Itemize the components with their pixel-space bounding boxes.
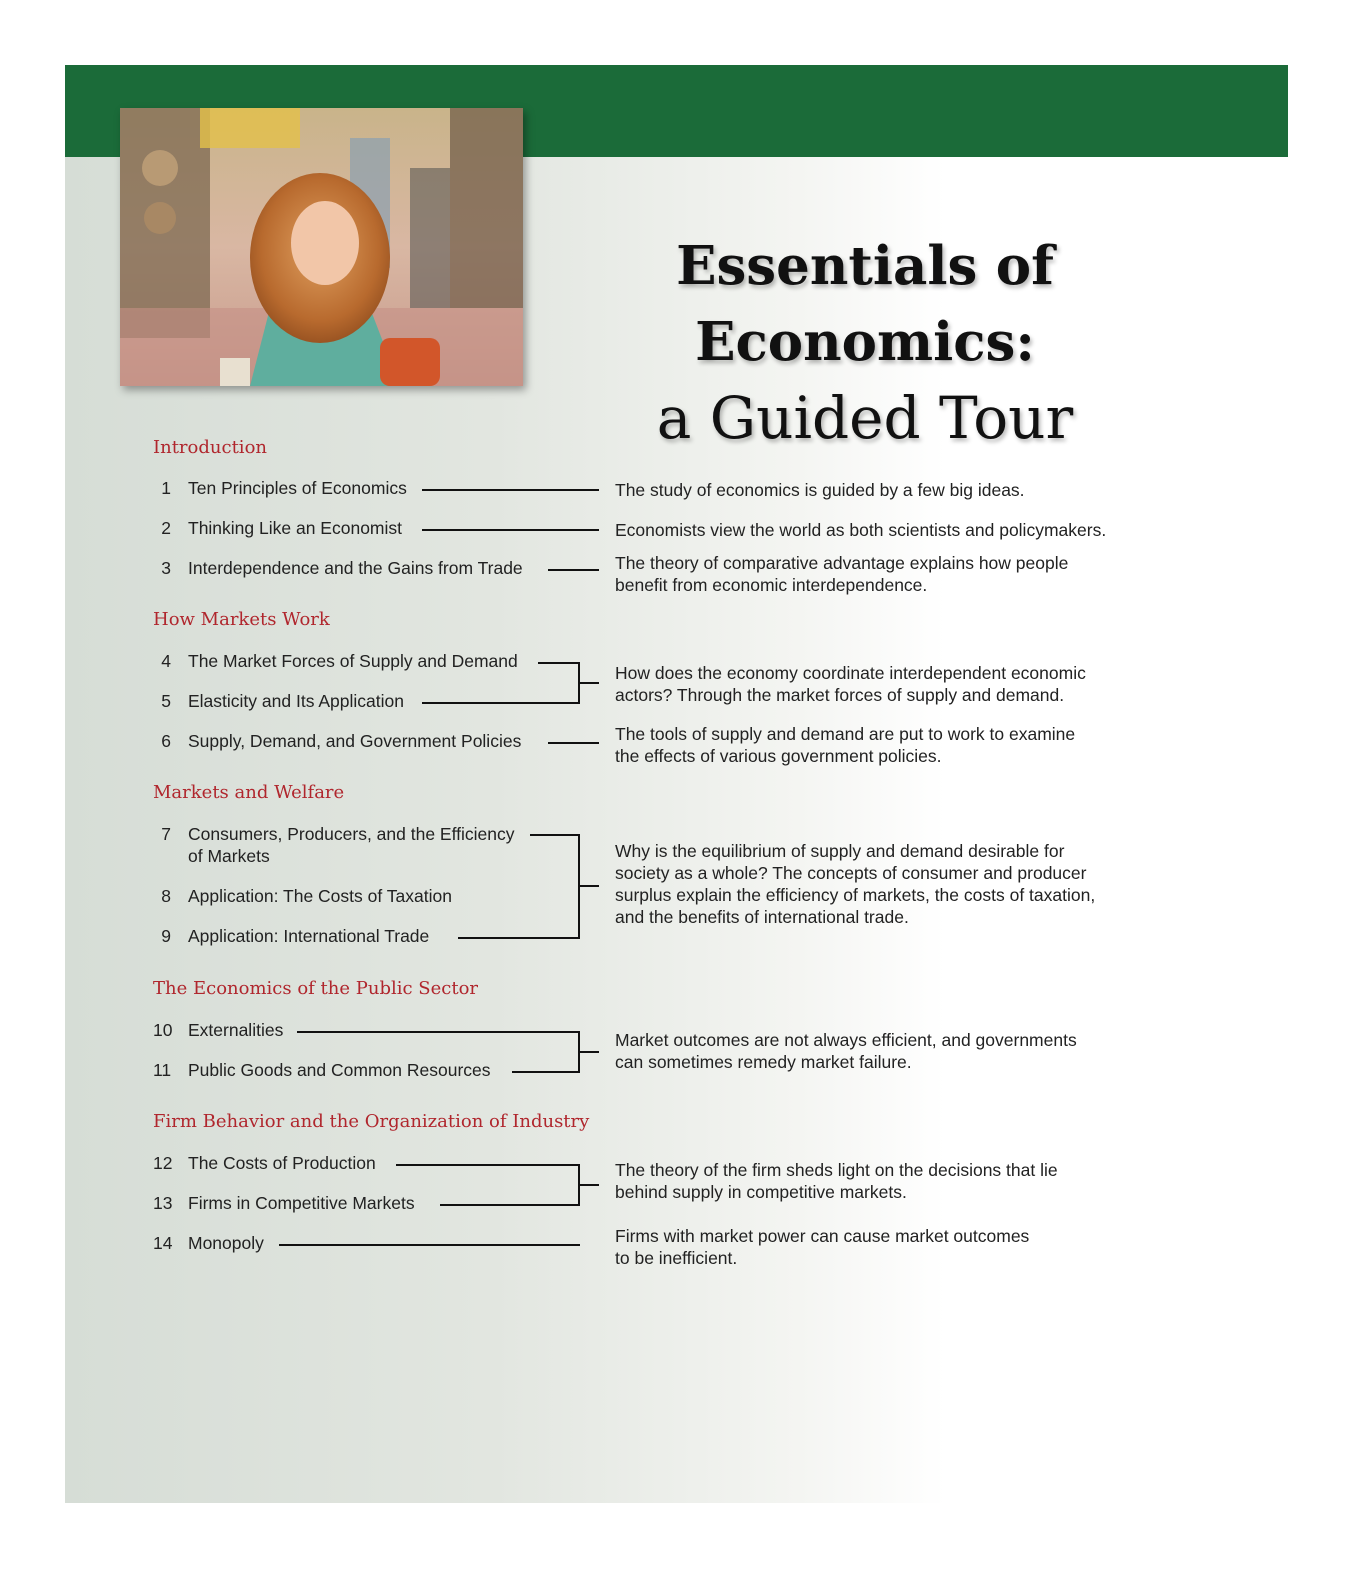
chapter-number: 2 (161, 518, 171, 538)
chapter-number: 10 (153, 1020, 173, 1040)
section-how-markets-work: How Markets Work (153, 609, 330, 630)
description-line: society as a whole? The concepts of consumer and producer (615, 863, 1087, 883)
chapter-number: 4 (161, 651, 171, 671)
description-ch7-9 (615, 840, 1095, 928)
chapter-title: Application: The Costs of Taxation (188, 886, 452, 906)
chapter-number: 1 (161, 478, 171, 498)
description-ch3 (615, 552, 1068, 596)
description-ch12-13 (615, 1159, 1058, 1203)
title-line-1: Essentials of Economics: (676, 235, 1054, 373)
description-line: behind supply in competitive markets. (615, 1182, 907, 1202)
chapter-number: 11 (153, 1060, 172, 1080)
chapter-title: Firms in Competitive Markets (188, 1193, 415, 1213)
description-ch1 (615, 479, 1025, 501)
chapter-title: Public Goods and Common Resources (188, 1060, 491, 1080)
chapter-number: 9 (161, 926, 171, 946)
description-line: How does the economy coordinate interdependent economic (615, 663, 1086, 683)
description-line: surplus explain the efficiency of markets, the costs of taxation, (615, 885, 1096, 905)
section-markets-and-welfare: Markets and Welfare (153, 782, 345, 803)
description-line: benefit from economic interdependence. (615, 575, 928, 595)
chapter-title: Monopoly (188, 1233, 264, 1253)
chapter-title-line-2: of Markets (188, 846, 270, 866)
chapter-number: 8 (161, 886, 171, 906)
description-line: can sometimes remedy market failure. (615, 1052, 912, 1072)
description-line: Economists view the world as both scientists and policymakers. (615, 520, 1107, 540)
chapter-title: The Costs of Production (188, 1153, 376, 1173)
chapter-title: Thinking Like an Economist (188, 518, 402, 538)
chapter-title: Interdependence and the Gains from Trade (188, 558, 523, 578)
chapter-title: Application: International Trade (188, 926, 430, 946)
description-ch4-5 (615, 662, 1086, 706)
description-line: Market outcomes are not always efficient, and governments (615, 1030, 1077, 1050)
chapter-number: 3 (161, 558, 171, 578)
description-line: Firms with market power can cause market outcomes (615, 1226, 1030, 1246)
description-line: and the benefits of international trade. (615, 907, 909, 927)
chapter-number: 6 (161, 731, 171, 751)
chapter-title: Ten Principles of Economics (188, 478, 407, 498)
description-line: Why is the equilibrium of supply and demand desirable for (615, 841, 1065, 861)
description-ch6 (615, 723, 1075, 767)
description-line: the effects of various government policies. (615, 746, 942, 766)
title-line-2: a Guided Tour (656, 384, 1074, 452)
description-line: The study of economics is guided by a few big ideas. (615, 480, 1025, 500)
chapter-title: Elasticity and Its Application (188, 691, 404, 711)
description-ch14 (615, 1225, 1029, 1269)
description-line: The theory of comparative advantage explains how people (615, 553, 1069, 573)
chapter-title: Externalities (188, 1020, 284, 1040)
chapter-number: 12 (153, 1153, 173, 1173)
description-ch2 (615, 519, 1106, 541)
description-line: The tools of supply and demand are put to work to examine (615, 724, 1076, 744)
chapter-number: 7 (161, 824, 171, 844)
chapter-number: 13 (153, 1193, 173, 1213)
section-firm-behavior: Firm Behavior and the Organization of Industry (153, 1111, 590, 1132)
description-ch10-11 (615, 1029, 1077, 1073)
chapter-title-line-1: Consumers, Producers, and the Efficiency (188, 824, 515, 844)
description-line: to be inefficient. (615, 1248, 738, 1268)
section-public-sector: The Economics of the Public Sector (153, 978, 479, 999)
chapter-number: 14 (153, 1233, 173, 1253)
chapter-number: 5 (161, 691, 171, 711)
section-introduction: Introduction (153, 437, 267, 458)
description-line: actors? Through the market forces of supply and demand. (615, 685, 1065, 705)
chapter-title: The Market Forces of Supply and Demand (188, 651, 518, 671)
chapter-title: Supply, Demand, and Government Policies (188, 731, 522, 751)
description-line: The theory of the firm sheds light on the decisions that lie (615, 1160, 1058, 1180)
